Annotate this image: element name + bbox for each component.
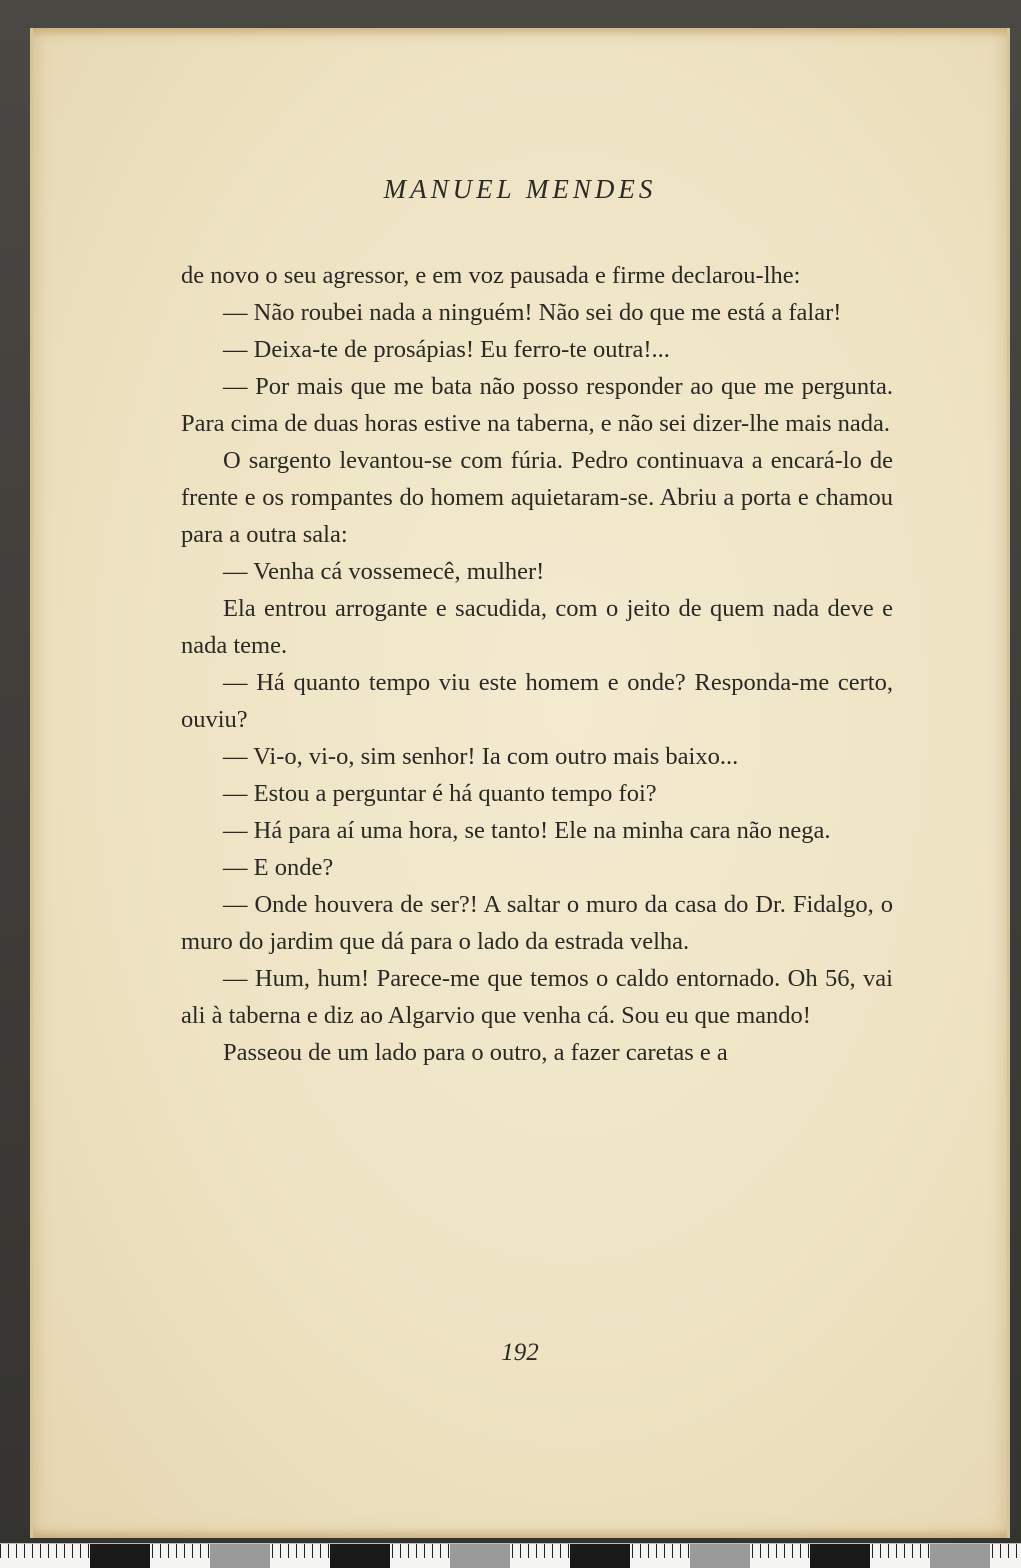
body-text xyxy=(181,257,893,1071)
book-page xyxy=(30,28,1010,1538)
paragraph: — Onde houvera de ser?! A saltar o muro da casa do Dr. Fidalgo, o muro do jardim que dá para o lado da estrada velha. xyxy=(181,891,893,955)
paragraph: — Estou a perguntar é há quanto tempo foi? xyxy=(223,780,657,807)
paragraph: — Hum, hum! Parece-me que temos o caldo entornado. Oh 56, vai ali à taberna e diz ao Algarvio que venha cá. Sou eu que mando! xyxy=(181,965,893,1029)
paragraph: — Não roubei nada a ninguém! Não sei do que me está a falar! xyxy=(223,299,842,326)
paragraph: Passeou de um lado para o outro, a fazer caretas e a xyxy=(223,1039,728,1066)
paragraph: de novo o seu agressor, e em voz pausada e firme declarou-lhe: xyxy=(181,262,801,289)
paragraph: — Vi-o, vi-o, sim senhor! Ia com outro mais baixo... xyxy=(223,743,739,770)
scale-ruler xyxy=(0,1543,1021,1568)
ruler-segment-grey xyxy=(690,1544,750,1568)
paragraph: O sargento levantou-se com fúria. Pedro continuava a encará-lo de frente e os rompantes do homem aquietaram-se. Abriu a porta e chamou para a outra sala: xyxy=(181,447,893,548)
paragraph: — Venha cá vossemecê, mulher! xyxy=(223,558,545,585)
ruler-segment-grey xyxy=(930,1544,990,1568)
paragraph: — Há quanto tempo viu este homem e onde? Responda-me certo, ouviu? xyxy=(181,669,893,733)
paragraph: Ela entrou arrogante e sacudida, com o jeito de quem nada deve e nada teme. xyxy=(181,595,893,659)
paragraph: — Há para aí uma hora, se tanto! Ele na minha cara não nega. xyxy=(223,817,831,844)
page-number: 192 xyxy=(501,1339,539,1366)
paragraph: — E onde? xyxy=(223,854,334,881)
ruler-segment-grey xyxy=(210,1544,270,1568)
paragraph: — Por mais que me bata não posso responder ao que me pergunta. Para cima de duas horas estive na taberna, e não sei dizer-lhe mais nada. xyxy=(181,373,893,437)
running-head: MANUEL MENDES xyxy=(383,174,657,204)
paragraph: — Deixa-te de prosápias! Eu ferro-te outra!... xyxy=(223,336,670,363)
ruler-segment-grey xyxy=(450,1544,510,1568)
ruler-segment-black xyxy=(810,1544,870,1568)
ruler-segment-black xyxy=(330,1544,390,1568)
ruler-segment-black xyxy=(90,1544,150,1568)
ruler-segment-black xyxy=(570,1544,630,1568)
